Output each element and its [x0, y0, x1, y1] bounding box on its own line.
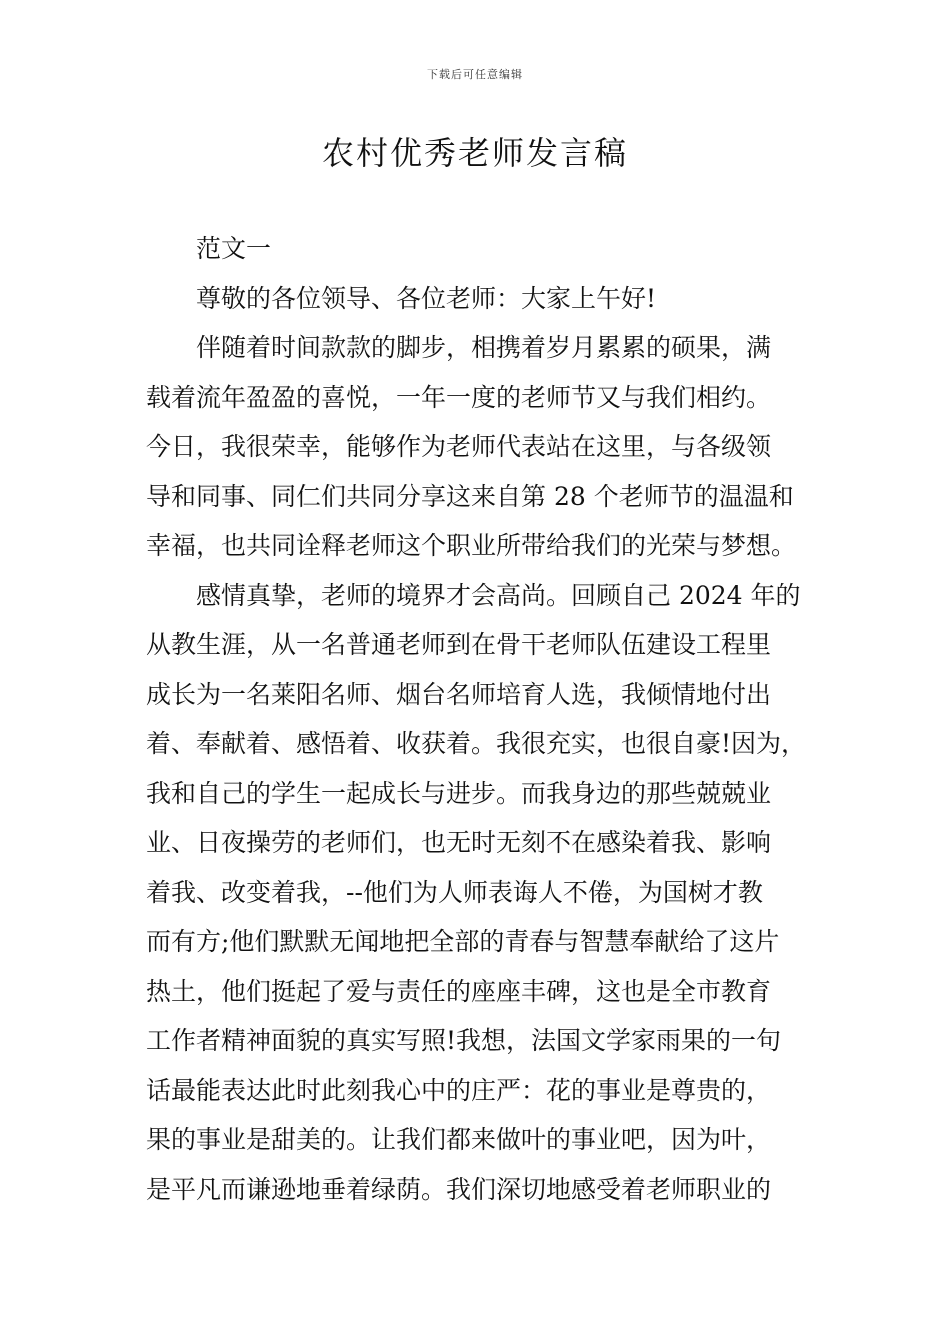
page-header-note: 下载后可任意编辑 [427, 68, 523, 81]
paragraph-line: 成长为一名莱阳名师、烟台名师培育人选，我倾情地付出 [146, 679, 772, 709]
document-title: 农村优秀老师发言稿 [321, 134, 628, 172]
document-body [146, 224, 806, 1214]
paragraph-line: 尊敬的各位领导、各位老师：大家上午好! [196, 283, 657, 313]
paragraph-line: 感情真挚，老师的境界才会高尚。回顾自己 2024 年的 [196, 580, 801, 610]
paragraph-line: 是平凡而谦逊地垂着绿荫。我们深切地感受着老师职业的 [146, 1174, 772, 1204]
paragraph-line: 着、奉献着、感悟着、收获着。我很充实，也很自豪!因为， [146, 729, 807, 758]
paragraph-line: 从教生涯，从一名普通老师到在骨干老师队伍建设工程里 [146, 630, 772, 659]
paragraph-line: 果的事业是甜美的。让我们都来做叶的事业吧，因为叶， [146, 1125, 772, 1154]
paragraph-line: 今日，我很荣幸，能够作为老师代表站在这里，与各级领 [146, 432, 772, 461]
paragraph-line: 热土，他们挺起了爱与责任的座座丰碑，这也是全市教育 [146, 976, 772, 1006]
paragraph-line: 工作者精神面貌的真实写照!我想，法国文学家雨果的一句 [146, 1026, 782, 1055]
paragraph-line: 伴随着时间款款的脚步，相携着岁月累累的硕果，满 [196, 333, 772, 362]
paragraph-line: 业、日夜操劳的老师们，也无时无刻不在感染着我、影响 [146, 828, 772, 857]
paragraph-line: 我和自己的学生一起成长与进步。而我身边的那些兢兢业 [146, 778, 772, 808]
paragraph-line: 导和同事、同仁们共同分享这来自第 28 个老师节的温温和 [146, 481, 794, 511]
paragraph-line: 话最能表达此时此刻我心中的庄严：花的事业是尊贵的， [146, 1075, 772, 1105]
paragraph-line: 着我、改变着我，--他们为人师表诲人不倦，为国树才教 [146, 877, 763, 907]
paragraph-line: 范文一 [196, 234, 272, 263]
paragraph-line: 幸福，也共同诠释老师这个职业所带给我们的光荣与梦想。 [146, 531, 797, 560]
paragraph-line: 而有方;他们默默无闻地把全部的青春与智慧奉献给了这片 [146, 927, 780, 956]
paragraph-line: 载着流年盈盈的喜悦，一年一度的老师节又与我们相约。 [146, 382, 772, 412]
